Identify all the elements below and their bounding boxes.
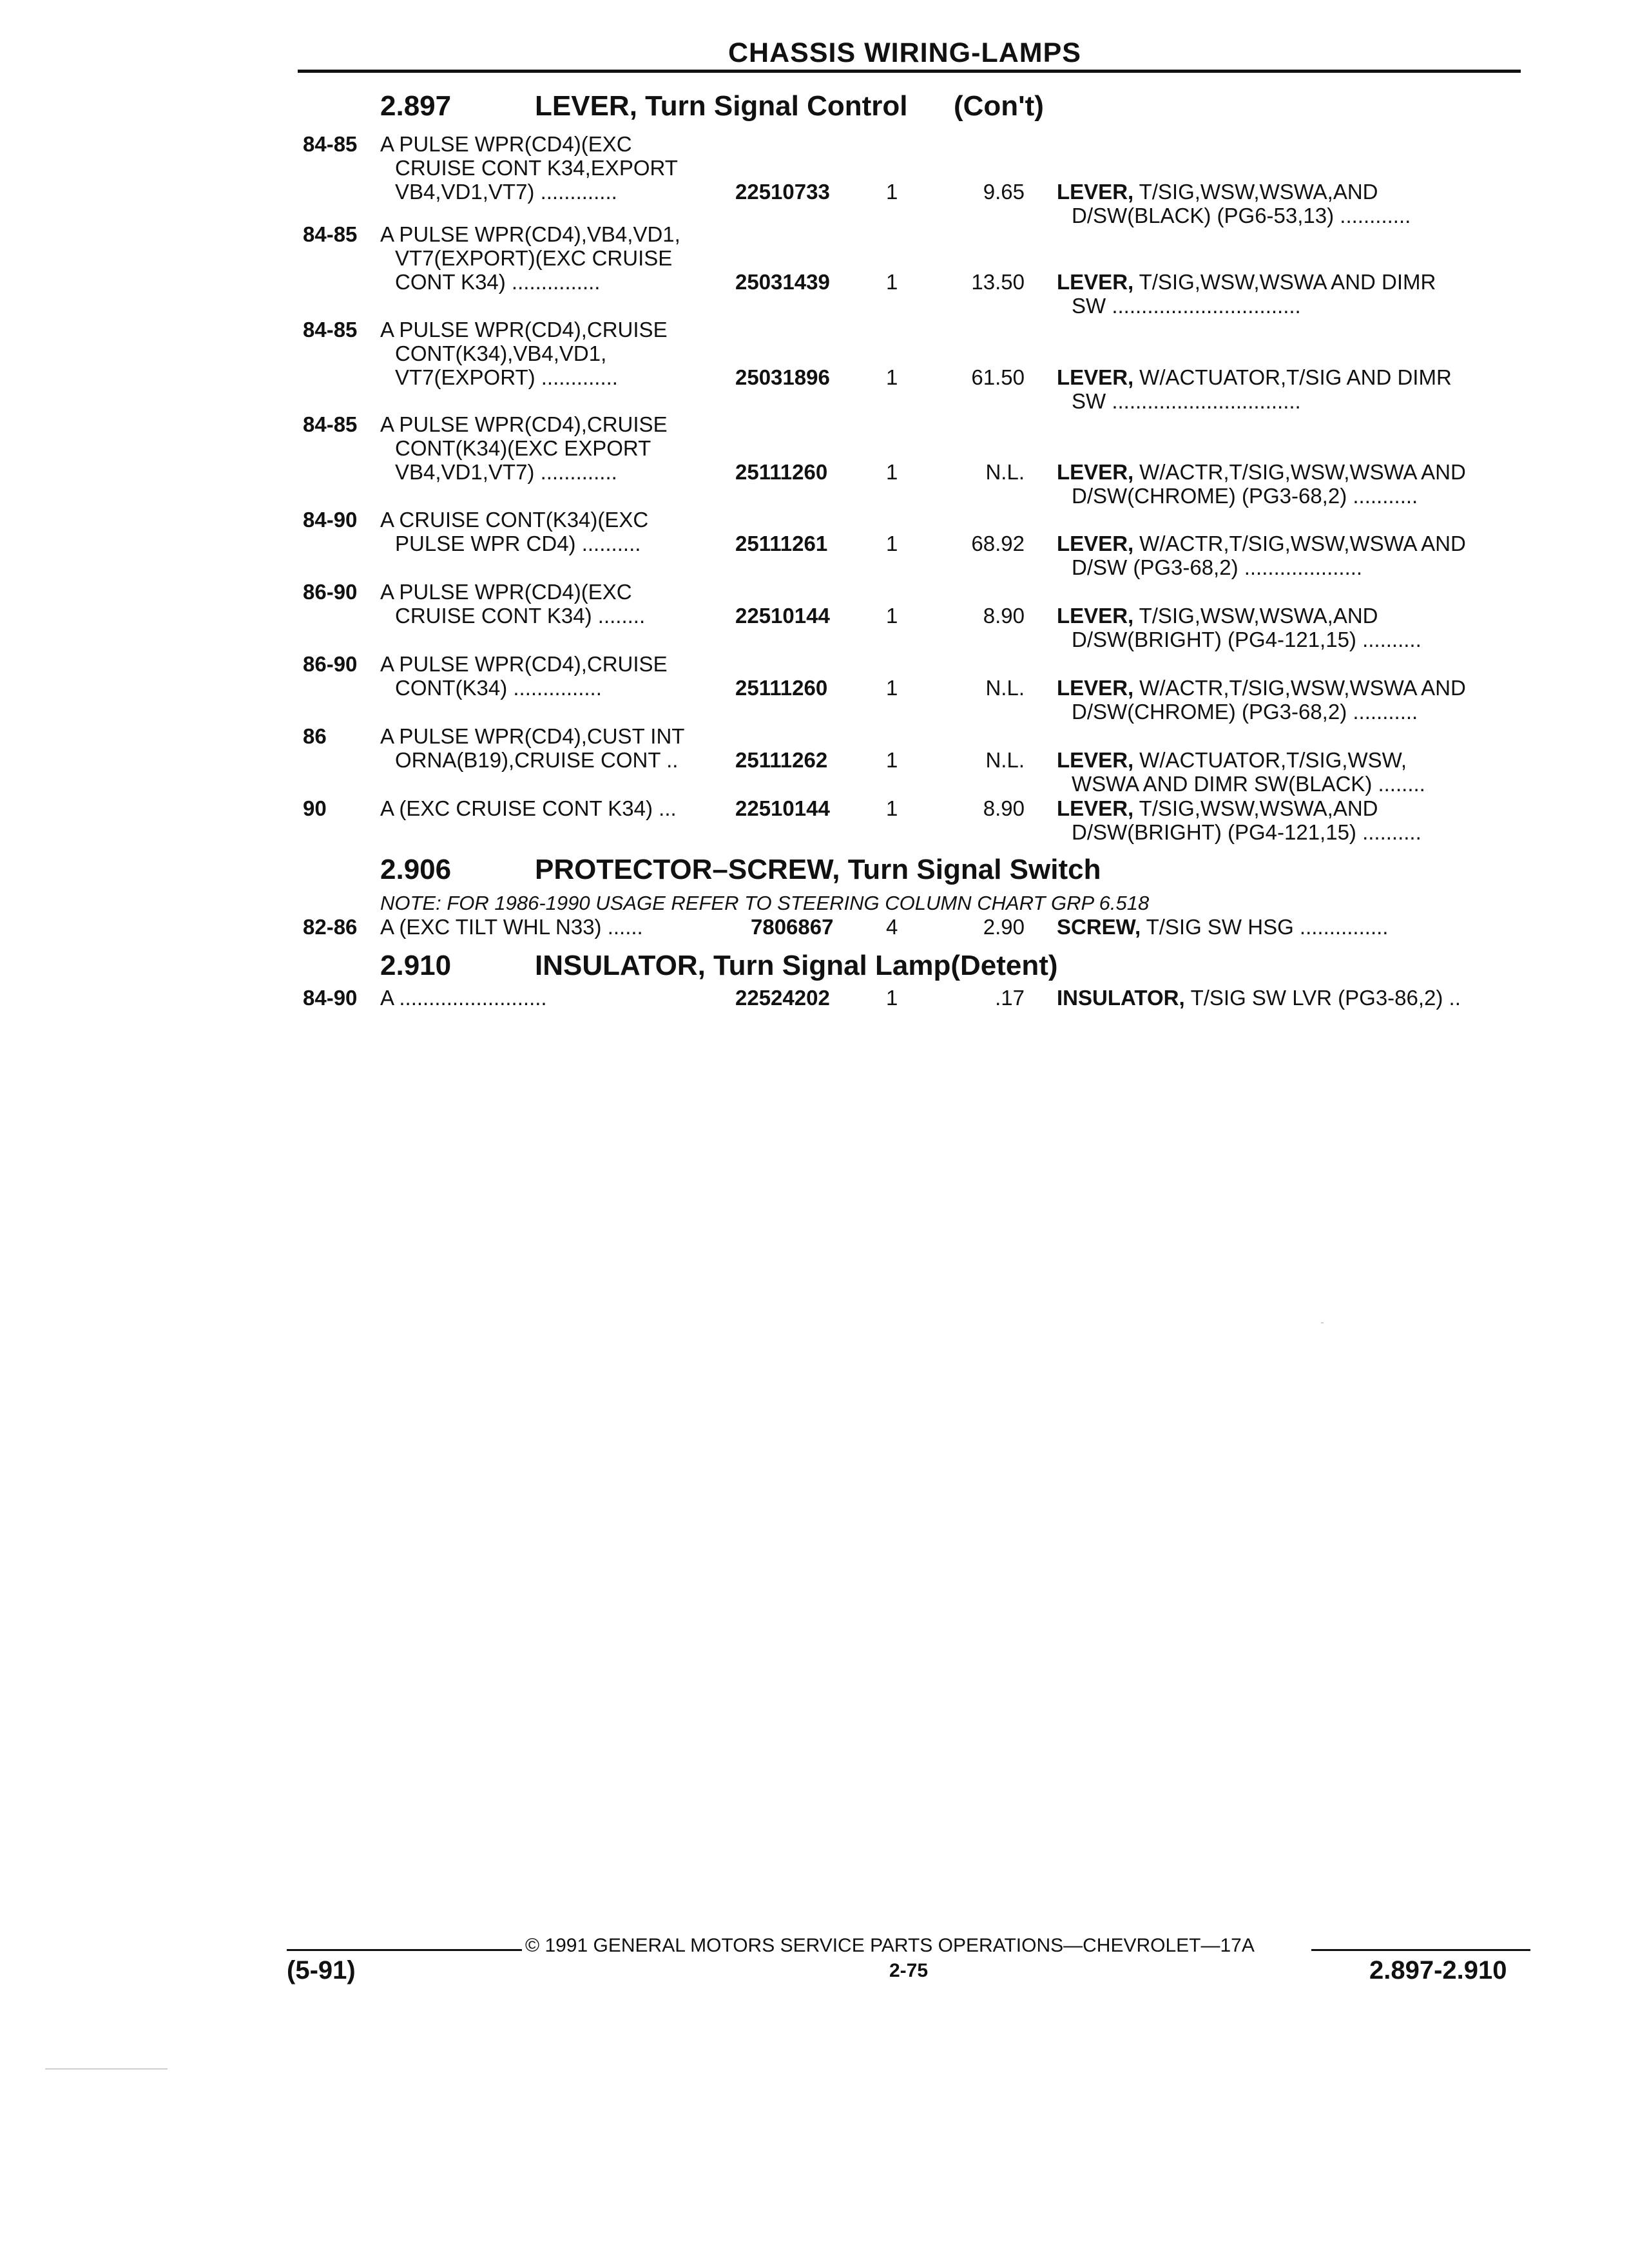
entry-application: ORNA(B19),CRUISE CONT .. bbox=[395, 748, 679, 772]
entry-quantity: 1 bbox=[886, 532, 898, 555]
entry-price: 8.90 bbox=[983, 604, 1025, 628]
entry-years: 84-85 bbox=[303, 222, 358, 246]
footer-rule-right bbox=[1311, 1949, 1530, 1951]
entry-part-number: 25031439 bbox=[735, 270, 830, 294]
section-title: PROTECTOR–SCREW, Turn Signal Switch bbox=[535, 854, 1101, 885]
entry-years: 86-90 bbox=[303, 580, 358, 604]
entry-part-number: 22524202 bbox=[735, 986, 830, 1010]
entry-part-number: 25111261 bbox=[735, 532, 828, 555]
entry-part-number: 25031896 bbox=[735, 365, 830, 389]
entry-application: CRUISE CONT K34,EXPORT bbox=[395, 156, 678, 180]
section-number: 2.906 bbox=[380, 854, 452, 885]
entry-description: D/SW(BRIGHT) (PG4-121,15) .......... bbox=[1072, 820, 1422, 844]
entry-part-number: 25111262 bbox=[735, 748, 828, 772]
entry-description-noun: LEVER, bbox=[1057, 676, 1134, 700]
entry-application: PULSE WPR CD4) .......... bbox=[395, 532, 641, 555]
entry-description: T/SIG,WSW,WSWA,AND bbox=[1133, 180, 1378, 204]
entry-quantity: 1 bbox=[886, 270, 898, 294]
entry-description-noun: INSULATOR, bbox=[1057, 986, 1185, 1010]
entry-description: W/ACTUATOR,T/SIG AND DIMR bbox=[1133, 365, 1452, 389]
entry-price: N.L. bbox=[985, 748, 1025, 772]
entry-part-number: 25111260 bbox=[735, 460, 828, 484]
entry-price: 8.90 bbox=[983, 796, 1025, 820]
entry-application: A ......................... bbox=[380, 986, 547, 1010]
entry-quantity: 4 bbox=[886, 915, 898, 939]
entry-description-noun: LEVER, bbox=[1057, 365, 1134, 389]
entry-application: A PULSE WPR(CD4),VB4,VD1, bbox=[380, 222, 680, 246]
entry-application: A PULSE WPR(CD4),CUST INT bbox=[380, 724, 685, 748]
entry-years: 90 bbox=[303, 796, 327, 820]
entry-description-noun: LEVER, bbox=[1057, 532, 1134, 555]
entry-description: T/SIG SW LVR (PG3-86,2) .. bbox=[1185, 986, 1461, 1010]
entry-application: VB4,VD1,VT7) ............. bbox=[395, 180, 617, 204]
entry-years: 84-90 bbox=[303, 508, 358, 532]
entry-description-noun: LEVER, bbox=[1057, 796, 1134, 820]
section-number: 2.910 bbox=[380, 950, 452, 981]
entry-application: CONT(K34)(EXC EXPORT bbox=[395, 436, 651, 460]
entry-description: T/SIG,WSW,WSWA AND DIMR bbox=[1133, 270, 1436, 294]
entry-description-noun: LEVER, bbox=[1057, 604, 1134, 628]
entry-price: 68.92 bbox=[971, 532, 1025, 555]
entry-application: A PULSE WPR(CD4),CRUISE bbox=[380, 318, 668, 341]
entry-years: 86 bbox=[303, 724, 327, 748]
entry-description-noun: LEVER, bbox=[1057, 180, 1134, 204]
entry-application: CONT(K34),VB4,VD1, bbox=[395, 341, 607, 365]
entry-description: SW ................................ bbox=[1072, 389, 1301, 413]
entry-description: T/SIG,WSW,WSWA,AND bbox=[1133, 796, 1378, 820]
scan-artifact bbox=[45, 2068, 168, 2070]
entry-description: WSWA AND DIMR SW(BLACK) ........ bbox=[1072, 772, 1425, 796]
footer-date: (5-91) bbox=[287, 1956, 356, 1984]
entry-description: W/ACTR,T/SIG,WSW,WSWA AND bbox=[1133, 676, 1466, 700]
entry-application: A (EXC TILT WHL N33) ...... bbox=[380, 915, 643, 939]
entry-quantity: 1 bbox=[886, 748, 898, 772]
entry-quantity: 1 bbox=[886, 460, 898, 484]
entry-price: .17 bbox=[995, 986, 1025, 1010]
entry-description: W/ACTR,T/SIG,WSW,WSWA AND bbox=[1133, 460, 1466, 484]
entry-quantity: 1 bbox=[886, 796, 898, 820]
entry-application: A PULSE WPR(CD4),CRUISE bbox=[380, 412, 668, 436]
entry-years: 86-90 bbox=[303, 652, 358, 676]
stray-mark bbox=[1321, 1322, 1324, 1323]
entry-price: N.L. bbox=[985, 460, 1025, 484]
footer-copyright: © 1991 GENERAL MOTORS SERVICE PARTS OPERATIONS—CHEVROLET—17A bbox=[525, 1935, 1255, 1956]
entry-price: 2.90 bbox=[983, 915, 1025, 939]
entry-quantity: 1 bbox=[886, 604, 898, 628]
entry-quantity: 1 bbox=[886, 365, 898, 389]
entry-description: D/SW(BRIGHT) (PG4-121,15) .......... bbox=[1072, 628, 1422, 651]
entry-description: T/SIG SW HSG ............... bbox=[1141, 915, 1389, 939]
entry-part-number: 22510733 bbox=[735, 180, 830, 204]
entry-description: T/SIG,WSW,WSWA,AND bbox=[1133, 604, 1378, 628]
header-rule bbox=[298, 70, 1521, 73]
footer-rule-left bbox=[287, 1949, 522, 1951]
section-number: 2.897 bbox=[380, 90, 452, 122]
entry-years: 84-85 bbox=[303, 318, 358, 341]
footer-page-number: 2-75 bbox=[889, 1960, 929, 1981]
entry-price: 9.65 bbox=[983, 180, 1025, 204]
section-title: LEVER, Turn Signal Control bbox=[535, 90, 908, 122]
entry-part-number: 7806867 bbox=[751, 915, 834, 939]
entry-description-noun: LEVER, bbox=[1057, 748, 1134, 772]
entry-description-noun: SCREW, bbox=[1057, 915, 1141, 939]
entry-application: CONT(K34) ............... bbox=[395, 676, 602, 700]
entry-description: W/ACTUATOR,T/SIG,WSW, bbox=[1133, 748, 1407, 772]
section-title: INSULATOR, Turn Signal Lamp(Detent) bbox=[535, 950, 1058, 981]
entry-description: D/SW(CHROME) (PG3-68,2) ........... bbox=[1072, 484, 1418, 508]
entry-application: CRUISE CONT K34) ........ bbox=[395, 604, 646, 628]
entry-quantity: 1 bbox=[886, 676, 898, 700]
entry-years: 82-86 bbox=[303, 915, 358, 939]
entry-description: D/SW(CHROME) (PG3-68,2) ........... bbox=[1072, 700, 1418, 724]
entry-price: 61.50 bbox=[971, 365, 1025, 389]
entry-quantity: 1 bbox=[886, 180, 898, 204]
entry-price: 13.50 bbox=[971, 270, 1025, 294]
entry-description: W/ACTR,T/SIG,WSW,WSWA AND bbox=[1133, 532, 1466, 555]
section-note: NOTE: FOR 1986-1990 USAGE REFER TO STEERING COLUMN CHART GRP 6.518 bbox=[380, 892, 1150, 914]
section-continued: (Con't) bbox=[954, 90, 1044, 122]
footer-range: 2.897-2.910 bbox=[1369, 1956, 1507, 1984]
entry-application: CONT K34) ............... bbox=[395, 270, 601, 294]
entry-description: SW ................................ bbox=[1072, 294, 1301, 318]
entry-years: 84-85 bbox=[303, 132, 358, 156]
entry-quantity: 1 bbox=[886, 986, 898, 1010]
entry-application: A CRUISE CONT(K34)(EXC bbox=[380, 508, 649, 532]
entry-years: 84-85 bbox=[303, 412, 358, 436]
entry-part-number: 22510144 bbox=[735, 604, 830, 628]
entry-application: VT7(EXPORT)(EXC CRUISE bbox=[395, 246, 673, 270]
entry-application: A PULSE WPR(CD4)(EXC bbox=[380, 132, 632, 156]
entry-application: VT7(EXPORT) ............. bbox=[395, 365, 618, 389]
entry-application: A PULSE WPR(CD4),CRUISE bbox=[380, 652, 668, 676]
entry-description: D/SW(BLACK) (PG6-53,13) ............ bbox=[1072, 204, 1411, 227]
page-header-title: CHASSIS WIRING-LAMPS bbox=[728, 37, 1081, 68]
entry-part-number: 22510144 bbox=[735, 796, 830, 820]
entry-application: A (EXC CRUISE CONT K34) ... bbox=[380, 796, 677, 820]
entry-price: N.L. bbox=[985, 676, 1025, 700]
entry-application: VB4,VD1,VT7) ............. bbox=[395, 460, 617, 484]
entry-part-number: 25111260 bbox=[735, 676, 828, 700]
entry-description-noun: LEVER, bbox=[1057, 270, 1134, 294]
entry-description: D/SW (PG3-68,2) .................... bbox=[1072, 555, 1363, 579]
entry-application: A PULSE WPR(CD4)(EXC bbox=[380, 580, 632, 604]
entry-years: 84-90 bbox=[303, 986, 358, 1010]
entry-description-noun: LEVER, bbox=[1057, 460, 1134, 484]
